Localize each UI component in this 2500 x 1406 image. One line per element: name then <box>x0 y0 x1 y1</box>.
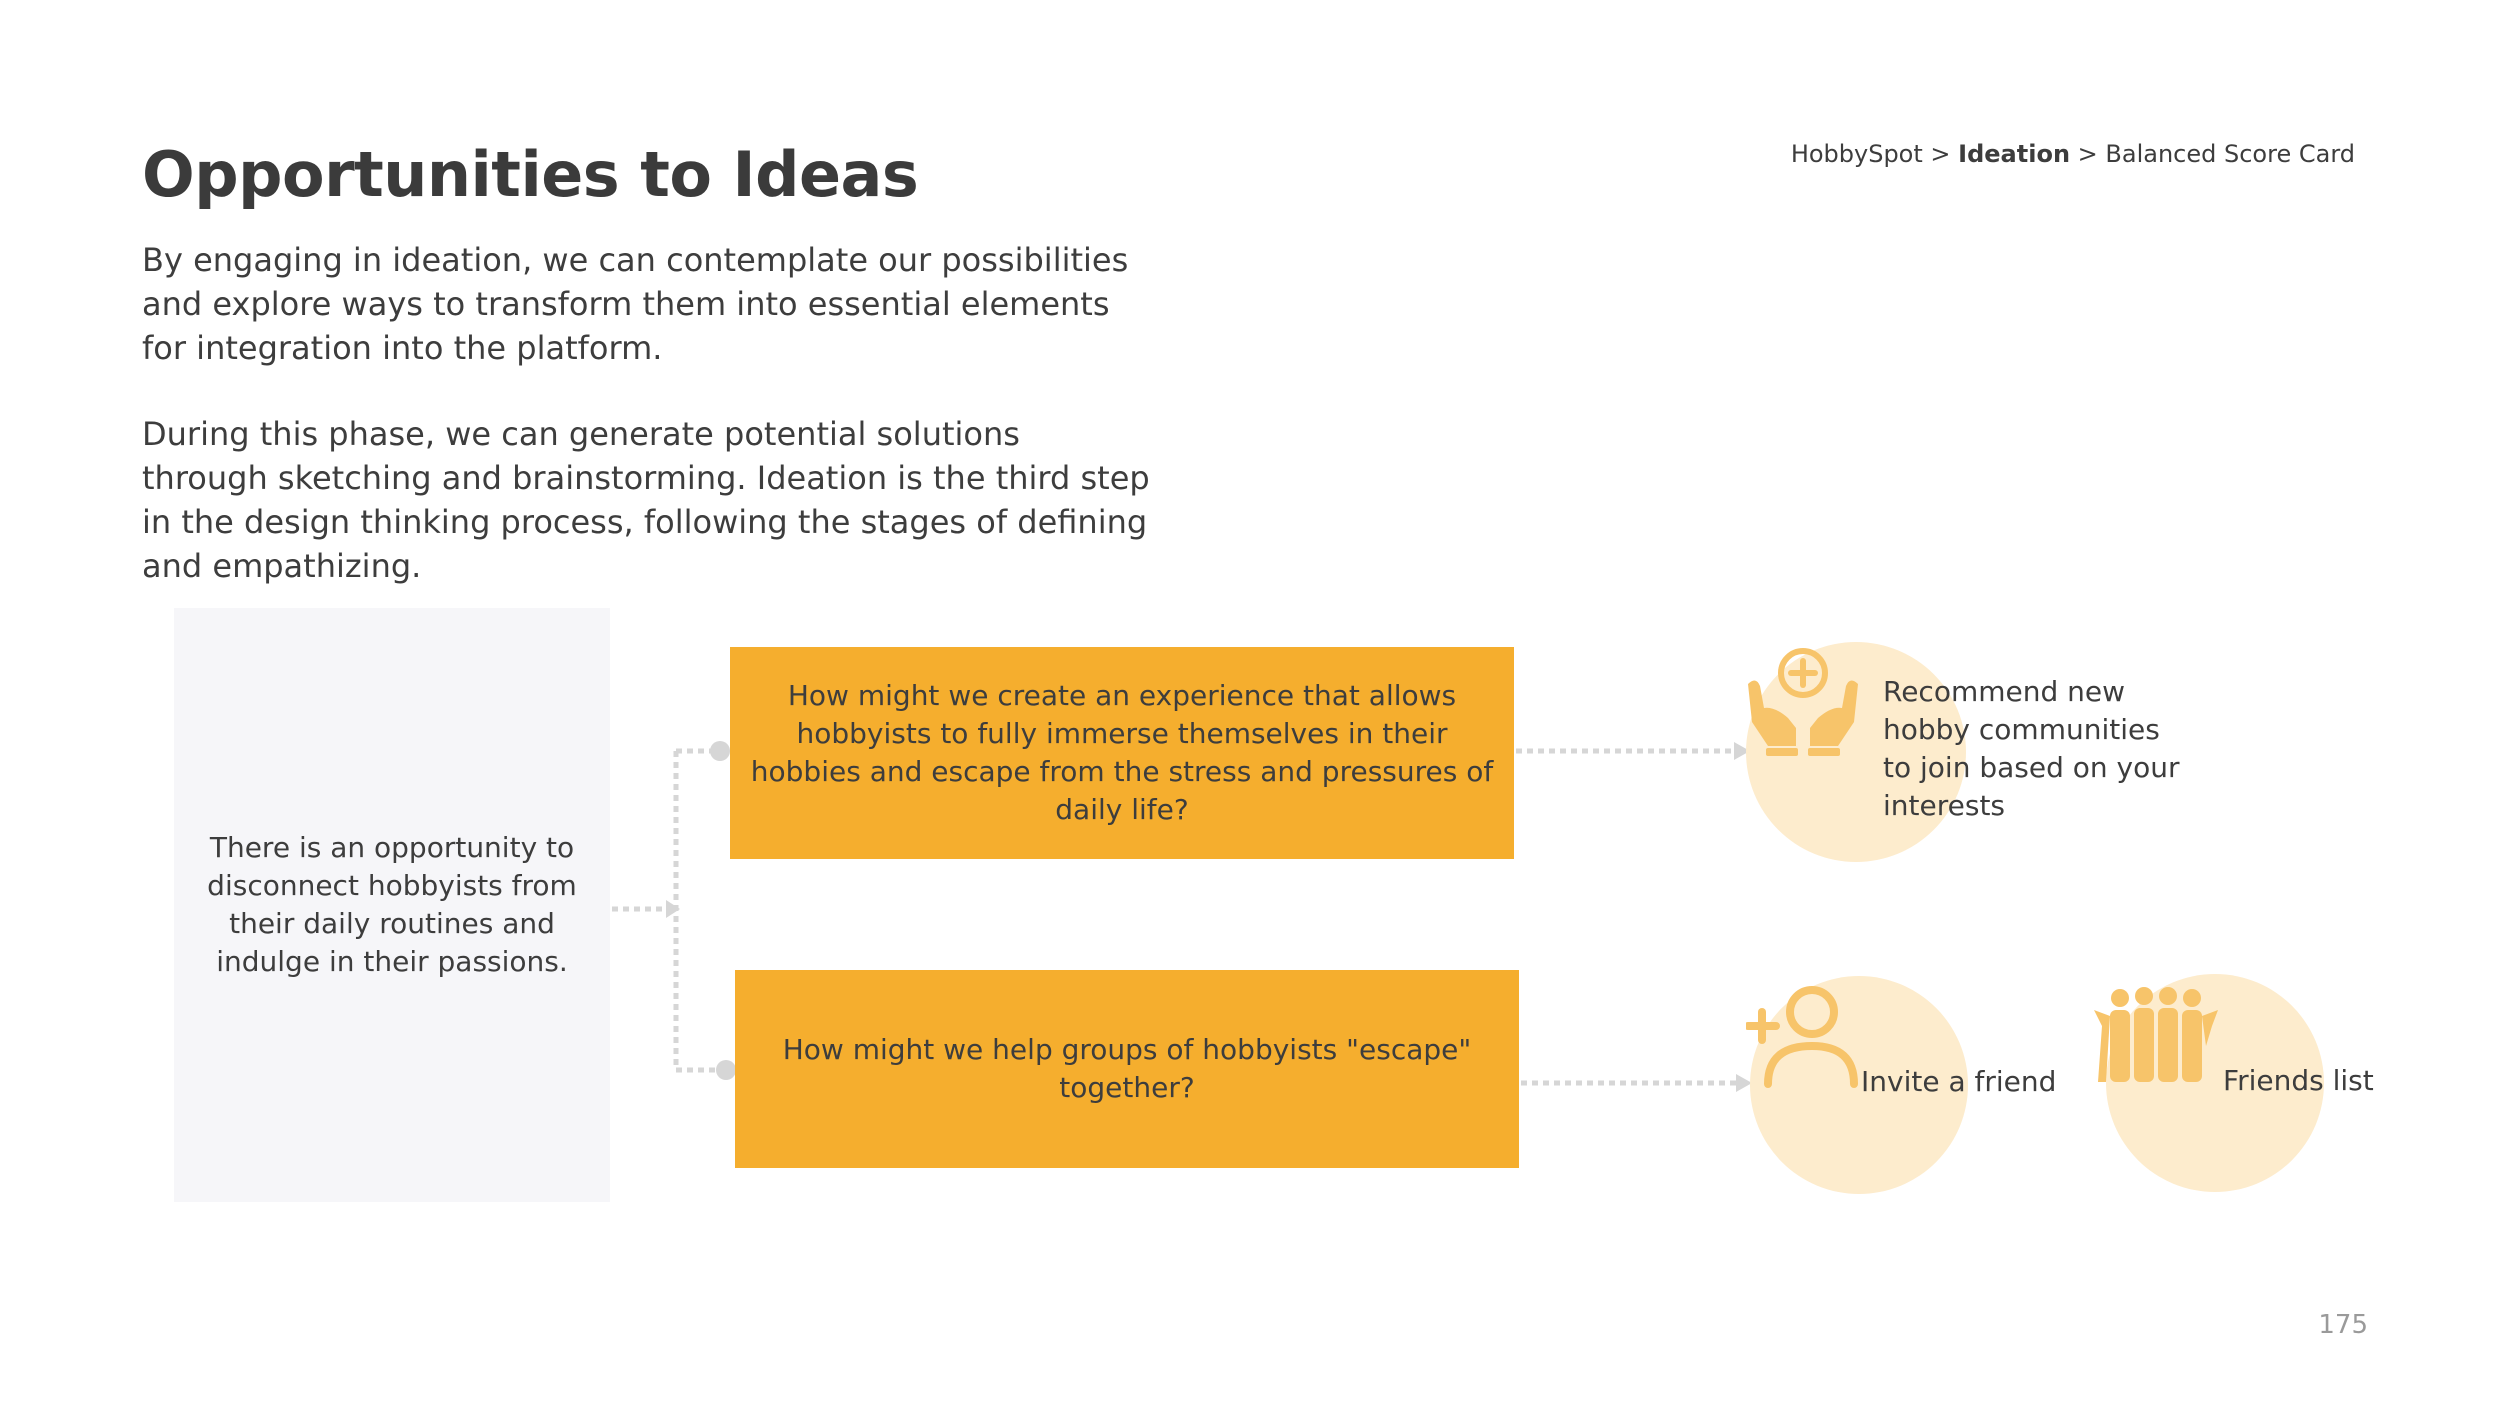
intro-paragraph-1: By engaging in ideation, we can contemplate our possibilities and explore ways to transform them into essential elements for integration into the platform. <box>142 241 1129 367</box>
idea-label-invite: Invite a friend <box>1861 1065 2057 1098</box>
hmw-text: How might we help groups of hobbyists "escape" together? <box>782 1033 1472 1104</box>
hmw-box-escape-together <box>735 970 1519 1168</box>
opportunity-text: There is an opportunity to disconnect hobbyists from their daily routines and indulge in their passions. <box>207 831 577 978</box>
hands-plus-icon <box>1744 646 1862 758</box>
page-number: 175 <box>2318 1310 2368 1340</box>
idea-label-recommend: Recommend new hobby communities to join based on your interests <box>1883 675 2180 822</box>
breadcrumb-root[interactable]: HobbySpot <box>1790 140 1923 168</box>
hmw-box-immerse <box>730 647 1514 859</box>
breadcrumb-current[interactable]: Ideation <box>1958 140 2071 168</box>
breadcrumb-separator: > <box>2077 140 2098 168</box>
opportunity-box <box>174 608 610 1202</box>
connector-dot <box>716 1060 736 1080</box>
breadcrumb-page[interactable]: Balanced Score Card <box>2105 140 2355 168</box>
breadcrumb-separator: > <box>1930 140 1951 168</box>
arrowhead <box>666 900 680 918</box>
idea-label-friends: Friends list <box>2223 1064 2374 1097</box>
hmw-text: How might we create an experience that allows hobbyists to fully immerse themselves in their hobbies and escape from the stress and pressures of daily life? <box>750 679 1494 826</box>
group-people-icon <box>2092 986 2220 1084</box>
page-title: Opportunities to Ideas <box>142 138 919 211</box>
connector-dot <box>710 741 730 761</box>
add-user-icon <box>1746 984 1858 1088</box>
intro-paragraph-2: During this phase, we can generate potential solutions through sketching and brainstorming. Ideation is the third step in the design thinking process, following the stages of defining and empathizing. <box>142 415 1150 585</box>
